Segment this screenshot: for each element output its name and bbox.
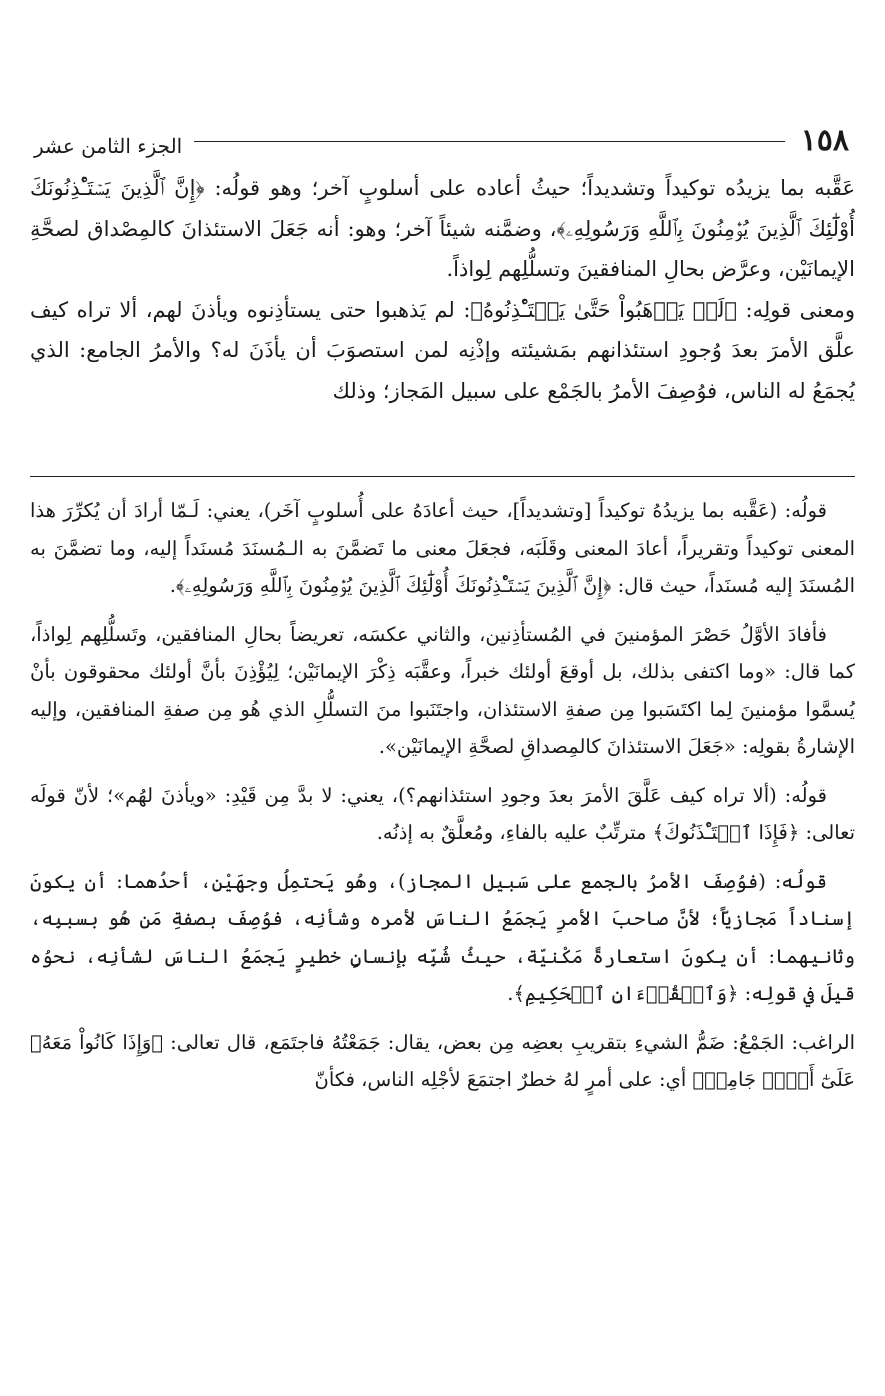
main-paragraph: عَقَّبه بما يزيدُه توكيداً وتشديداً؛ حيثُ أعاده على أسلوبٍ آخر؛ وهو قولُه: ﴿إِنَّ ٱلَّذِينَ يَسۡتَـْٔذِنُونَكَ أُوْلَٰٓئِكَ ٱلَّذِينَ يُؤۡمِنُونَ بِٱللَّهِ وَرَسُولِهِۦ﴾، وضمَّنه شيئاً آخر؛ وهو: أنه جَعَلَ الاستئذانَ كالمِصْداق لصحَّةِ الإيمانَيْن، وعرَّض بحالِ المنافقينَ وتسلُّلِهم لِواذاً. [30, 176, 855, 281]
commentary-paragraph: قولُه: (فوُصِفَ الأمرُ بالجمع على سَبيل المجاز)، وهُو يَحتمِلُ وجهَيْن، أحدُهما: أن يكونَ إسناداً مَجازيّاً؛ لأنَّ صاحبَ الأمرِ يَجمَعُ الناسَ لأمره وشأنِه، فوُصِفَ بصفةِ مَن هُو بسببِه، وثانيهما: أن يكونَ استعارةً مَكْنيّة، حيثُ شُبِّه بإنسانٍ خطيرٍ يَجمَعُ الناسَ لشأنِه، نحوُه قيلَ في قولِه: ﴿وَٱلۡقُرۡءَانِ ٱلۡحَكِيمِ﴾. [30, 869, 855, 1005]
header-rule [194, 141, 784, 142]
main-text [30, 168, 855, 411]
main-paragraph: ومعنى قولِه: ﴿لَمۡ يَذۡهَبُواْ حَتَّىٰ يَسۡتَـْٔذِنُوهُ﴾: لم يَذهبوا حتى يستأذِنوه ويأذنَ لهم، ألا تراه كيف علَّق الأمرَ بعدَ وُجودِ استئذانهم بمَشيئته وإذْنِه لمن استصوَبَ أن يأذَنَ له؟ والأمرُ الجامع: الذي يُجمَعُ له الناس، فوُصِفَ الأمرُ بالجَمْع على سبيل المَجاز؛ وذلك [30, 297, 855, 403]
commentary-paragraph: قولُه: (ألا تراه كيف عَلَّقَ الأمرَ بعدَ وجودِ استئذانهم؟)، يعني: لا بدَّ مِن قَيْدِ: «ويأذنَ لهُم»؛ لأنّ قولَه تعالى: ﴿فَإِذَا ٱسۡتَـْٔذَنُوكَ﴾ مترتِّبٌ عليه بالفاءِ، ومُعلَّقٌ به إذنُه. [30, 783, 855, 844]
footnote-divider [30, 476, 855, 477]
page-header [34, 112, 849, 156]
commentary-paragraph: قولُه: (عَقَّبه بما يزيدُهُ توكيداً [وتشديداً]، حيث أعادَهُ على أُسلوبٍ آخَر)، يعني: لَـمّا أرادَ أن يُكرِّرَ هذا المعنى توكيداً وتقريراً، أعادَ المعنى وقَلَبَه، فجعَلَ معنى ما تَضمَّنَ به الـمُسنَدَ مُسنَداً إليه، وما تضمَّنَ به المُسنَدَ إليه مُسنَداً، حيث قال: ﴿إِنَّ ٱلَّذِينَ يَسۡتَـْٔذِنُونَكَ أُوْلَٰٓئِكَ ٱلَّذِينَ يُؤۡمِنُونَ بِٱللَّهِ وَرَسُولِهِۦ﴾. [30, 499, 855, 597]
commentary-section [30, 492, 855, 1110]
page-number: ١٥٨ [800, 123, 849, 158]
commentary-paragraph: الراغب: الجَمْعُ: ضَمُّ الشيءِ بتقريبِ بعضِه مِن بعض، يقال: جَمَعْتُهُ فاجتَمَع، قال تعالى: ﴿وَإِذَا كَانُواْ مَعَهُۥ عَلَىٰٓ أَمۡرٖ جَامِعٖ﴾ أي: على أمرٍ لهُ خطرٌ اجتمَعَ لأجْلِه الناس، فكأنّ [30, 1030, 855, 1091]
commentary-paragraph: فأفادَ الأوَّلُ حَصْرَ المؤمنينَ في المُستأذِنين، والثاني عكسَه، تعريضاً بحالِ المنافقين، وتَسلُّلِهم لِواذاً، كما قال: «وما اكتفى بذلك، بل أوقعَ أولئك خبراً، وعقَّبَه ذِكْرَ الإيمانَيْن؛ لِيُؤْذِنَ بأنَّ أولئك محقوقون بأنْ يُسمَّوا مؤمنينَ لِما اكتَسَبوا مِن صفةِ الاستئذان، واجتَنَبوا منَ التسلُّلِ الذي هُو مِن صفةِ المنافقين، وإليه الإشارةُ بقولِه: «جَعَلَ الاستئذانَ كالمِصداقِ لصحَّةِ الإيمانَيْن». [30, 622, 855, 758]
part-title: الجزء الثامن عشر [34, 134, 183, 158]
